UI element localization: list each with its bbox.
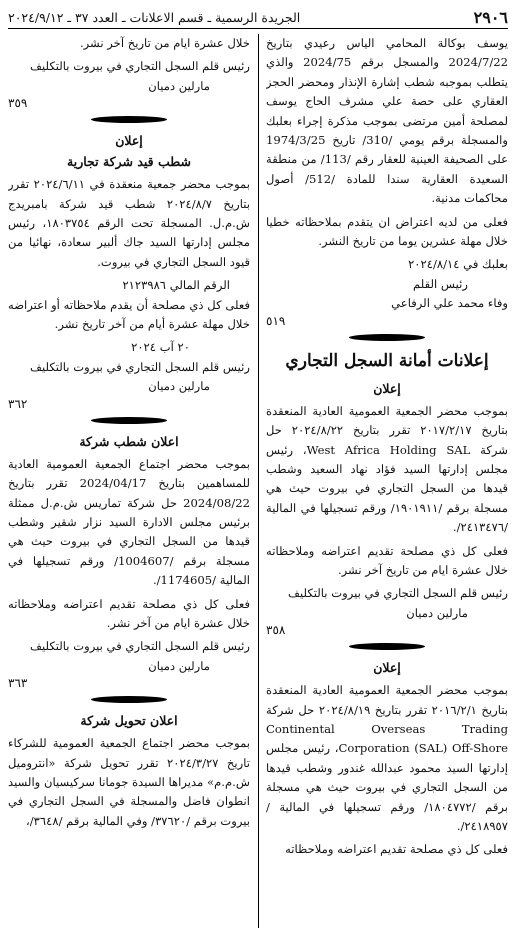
ad-reference-number: ٣٥٩ <box>8 96 28 111</box>
ad-heading: اعلان شطب شركة <box>79 433 179 449</box>
finance-number: الرقم المالي ٢١٢٣٩٨٦ <box>122 278 230 293</box>
sign-name: وفاء محمد علي الرفاعي <box>391 296 508 311</box>
section-title: إعلانات أمانة السجل التجاري <box>285 350 489 371</box>
ad-body: بموجب محضر اجتماع الجمعية العمومية العادية للمساهمين بتاريخ 2024/04/17 تقرر بتاريخ 2024/08/22 حل شركة تماريس ش.م.ل ممثلة برئيس مجلس الادارة السيد نزار شقير وشطب قيدها من السجل التجاري في بيروت حيث هي مسجلة برقم /1004607/ ورقم تسجيلها في المالية /1174605/. <box>8 456 250 588</box>
header-title: الجريدة الرسمية ـ قسم الاعلانات ـ العدد ٣٧ ـ ٢٠٢٤/٩/١٢ <box>8 9 301 25</box>
ad-body: بموجب محضر اجتماع الجمعية العمومية للشركاء تاريخ ٢٠٢٤/٣/٢٧ تقرر تحويل شركة «انتروميل ش.م.م» مديراها السيدة جومانا سركيسيان والسيد انطوان فاضل والمسجلة في السجل التجاري في بيروت برقم /٣٧٦٢٠/ وفي المالية برقم /٣٦٤٨/، <box>8 736 250 828</box>
ad-body: بموجب محضر جمعية منعقدة في ٢٠٢٤/٦/١١ تقرر بتاريخ ٢٠٢٤/٨/٧ شطب قيد شركة بامبريدج ش.م.ل. المسجلة تحت الرقم ١٨٠٣٧٥٤، رئيس مجلس إدارتها السيد جاك ألبير سعادة، نهائيا من قيود السجل التجاري في بيروت. <box>8 177 250 269</box>
separator-ornament <box>91 417 167 424</box>
right-column <box>266 34 508 928</box>
ad-heading: إعلان <box>115 133 143 149</box>
separator-ornament <box>349 334 425 341</box>
separator-ornament <box>91 696 167 703</box>
ad-reference-number: ٥١٩ <box>266 313 286 328</box>
ad-objection: فعلى كل ذي مصلحة تقديم اعتراضه وملاحظاته خلال عشرة ايام من تاريخ آخر نشر. <box>266 543 508 577</box>
page-number: ٢٩٠٦ <box>473 7 508 27</box>
separator-ornament <box>349 643 425 650</box>
ad-sign-name: مارلين دميان <box>148 658 210 673</box>
intro-paragraph: يوسف بوكالة المحامي الياس رعيدي بتاريخ 2024/7/22 والمسجل برقم 2024/75 والذي يتطلب بموجبه شطب إشارة الإنذار ومحضر الحجز العقاري على حصة علي مشرف الحاج يوسف لمصلحة أمين مرتضى بموجب مذكرة إجراء بعلبك والمسجلة برقم يومي /310/ تاريخ 1974/3/25 على الصحيفة العينية للعقار رقم /113/ من منطقة السعيدة العقارية سندا للمادة /512/ أصول محاكمات مدنية. <box>266 36 508 206</box>
page-header <box>8 6 508 29</box>
ad-subheading: شطب قيد شركة تجارية <box>67 154 191 170</box>
sign-title: رئيس قلم السجل التجاري في بيروت بالتكليف <box>30 59 250 74</box>
ad-reference-number: ٣٦٣ <box>8 676 28 691</box>
ad-heading: اعلان تحويل شركة <box>80 713 178 729</box>
ad-reference-number: ٣٦٢ <box>8 396 28 411</box>
ad-objection: فعلى كل ذي مصلحة تقديم اعتراضه وملاحظاته خلال عشرة ايام من آخر نشر. <box>8 596 250 630</box>
sign-title: رئيس القلم <box>413 276 468 291</box>
ad-reference-number: ٣٥٨ <box>266 623 286 638</box>
ad-sign-title: رئيس قلم السجل التجاري في بيروت بالتكليف <box>30 639 250 654</box>
left-column <box>8 34 250 928</box>
ad-sign-name: مارلين دميان <box>148 379 210 394</box>
sign-name: مارلين دميان <box>148 78 210 93</box>
continued-text: خلال عشرة ايام من تاريخ آخر نشر. <box>79 36 250 50</box>
ad-objection: فعلى كل ذي مصلحة تقديم اعتراضه وملاحظاته <box>285 842 508 857</box>
sign-date: بعلبك في ٢٠٢٤/٨/١٤ <box>408 257 508 272</box>
column-divider <box>258 34 259 928</box>
ad-body: بموجب محضر الجمعية العمومية العادية المنعقدة بتاريخ ٢٠١٧/٢/١٧ تقرر بتاريخ ٢٠٢٤/٨/٢٢ حل شركة West Africa Holding SAL، رئيس مجلس إدارتها السيد فؤاد نهاد السعيد وشطب قيدها من السجل التجاري في بيروت حيث هي مسجلة برقم /١٩٠١٩١١/ ورقم تسجيلها في المالية /٢٤١٣٤٧٦/. <box>266 403 508 535</box>
ad-objection: فعلى كل ذي مصلحة أن يقدم ملاحظاته أو اعتراضه خلال مهلة عشرة أيام من آخر تاريخ نشر. <box>8 297 250 332</box>
ad-body: بموجب محضر الجمعية العمومية العادية المنعقدة بتاريخ ٢٠١٦/٢/١ تقرر بتاريخ ٢٠٢٤/٨/١٩ حل شركة Continental Overseas Trading Corporation (SAL) Off-Shore، رئيس مجلس إدارتها السيد محمود عبدالله غندور وشطب قيدها من السجل التجاري في بيروت حيث هي مسجلة برقم /١٨٠٤٧٧٢/ ورقم تسجيلها في المالية /٢٤١٨٩٥٧/. <box>266 683 508 833</box>
ad-date: ٢٠ آب ٢٠٢٤ <box>131 340 190 355</box>
ad-heading: إعلان <box>373 380 401 396</box>
separator-ornament <box>91 116 167 123</box>
ad-sign-name: مارلين دميان <box>406 605 468 620</box>
ad-heading: إعلان <box>373 660 401 676</box>
ad-sign-title: رئيس قلم السجل التجاري في بيروت بالتكليف <box>288 586 508 601</box>
objection-paragraph: فعلى من لديه اعتراض ان يتقدم بملاحظاته خطيا خلال مهلة عشرين يوما من تاريخ النشر. <box>266 214 508 249</box>
ad-sign-title: رئيس قلم السجل التجاري في بيروت بالتكليف <box>30 359 250 374</box>
